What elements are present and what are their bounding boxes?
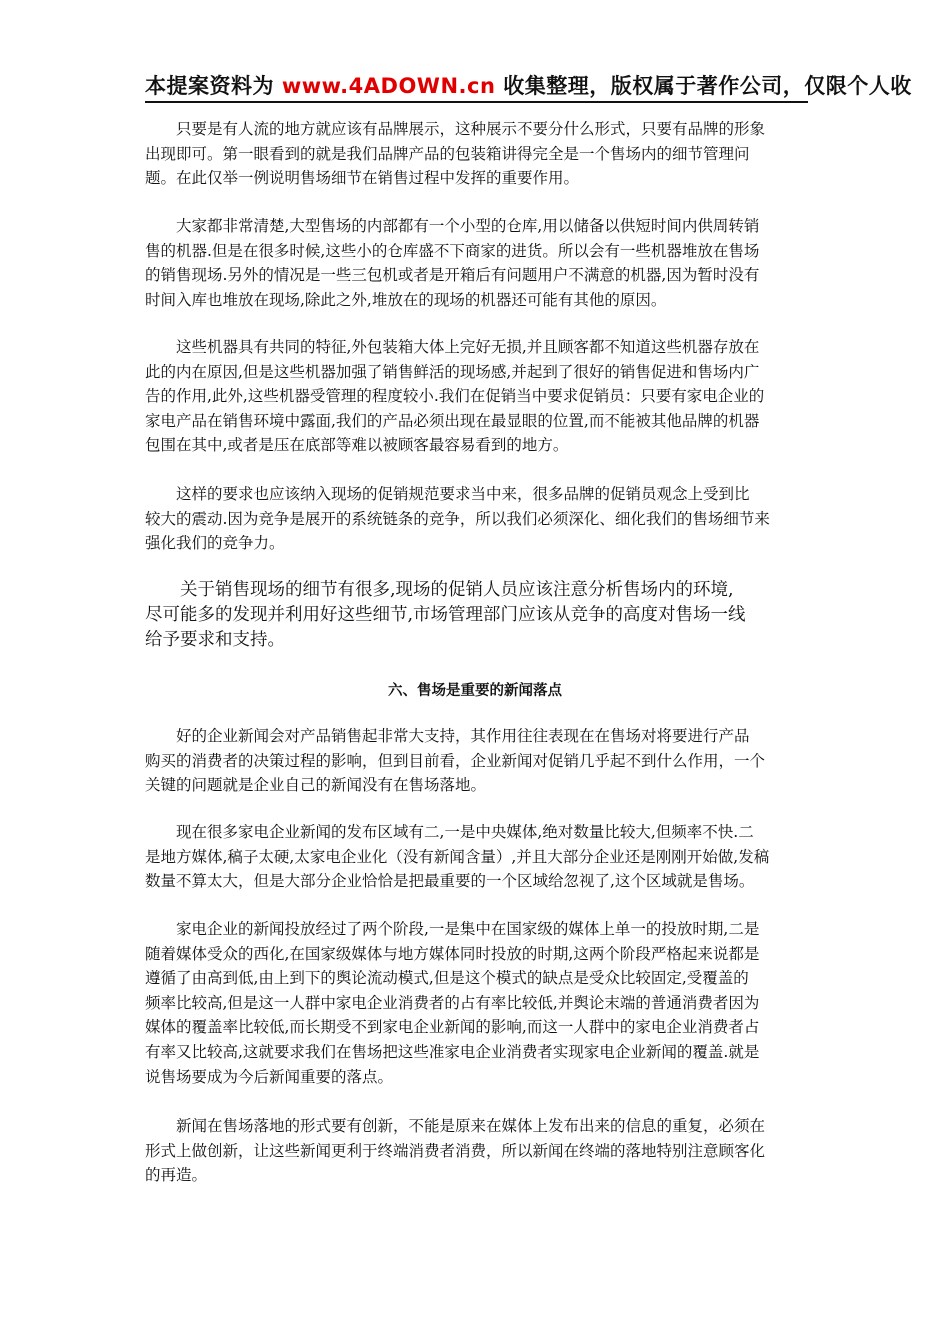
paragraph-line: 家电产品在销售环境中露面,我们的产品必须出现在最显眼的位置,而不能被其他品牌的机器 xyxy=(145,411,760,430)
header-divider xyxy=(145,101,808,103)
paragraph-line: 时间入库也堆放在现场,除此之外,堆放在的现场的机器还可能有其他的原因。 xyxy=(145,290,667,309)
paragraph-line: 的销售现场.另外的情况是一些三包机或者是开箱后有问题用户不满意的机器,因为暂时没有 xyxy=(145,266,760,285)
paragraph-line: 遵循了由高到低,由上到下的舆论流动模式,但是这个模式的缺点是受众比较固定,受覆盖的 xyxy=(145,969,749,988)
paragraph xyxy=(145,724,810,798)
paragraph-line: 包围在其中,或者是压在底部等难以被顾客最容易看到的地方。 xyxy=(145,436,569,455)
paragraph-line: 媒体的覆盖率比较低,而长期受不到家电企业新闻的影响,而这一人群中的家电企业消费者占 xyxy=(145,1018,760,1037)
header-site-link[interactable]: www.4ADOWN.cn xyxy=(281,74,496,98)
paragraph-line: 尽可能多的发现并利用好这些细节,市场管理部门应该从竞争的高度对售场一线 xyxy=(145,605,746,625)
paragraph-line: 较大的震动.因为竞争是展开的系统链条的竞争，所以我们必须深化、细化我们的售场细节来 xyxy=(145,509,770,528)
paragraph-line: 售的机器.但是在很多时候,这些小的仓库盛不下商家的进货。所以会有一些机器堆放在售场 xyxy=(145,241,760,260)
paragraph xyxy=(145,335,810,458)
paragraph-line: 说售场要成为今后新闻重要的落点。 xyxy=(145,1067,394,1086)
paragraph-line: 这样的要求也应该纳入现场的促销规范要求当中来，很多品牌的促销员观念上受到比 xyxy=(145,485,750,503)
paragraph-line: 是地方媒体,稿子太硬,太家电企业化（没有新闻含量）,并且大部分企业还是刚刚开始做,发稿 xyxy=(145,847,770,866)
paragraph-line: 关于销售现场的细节有很多,现场的促销人员应该注意分析售场内的环境, xyxy=(145,580,734,600)
paragraph-line: 大家都非常清楚,大型售场的内部都有一个小型的仓库,用以储备以供短时间内供周转销 xyxy=(145,217,760,235)
paragraph-line: 新闻在售场落地的形式要有创新，不能是原来在媒体上发布出来的信息的重复，必须在 xyxy=(145,1117,766,1135)
paragraph-line: 好的企业新闻会对产品销售起非常大支持，其作用往往表现在在售场对将要进行产品 xyxy=(145,727,750,745)
paragraph-line: 给予要求和支持。 xyxy=(145,630,285,650)
paragraph-line: 出现即可。第一眼看到的就是我们品牌产品的包装箱讲得完全是一个售场内的细节管理问 xyxy=(145,144,750,163)
paragraph xyxy=(145,917,810,1089)
paragraph xyxy=(145,820,810,894)
paragraph-line: 强化我们的竞争力。 xyxy=(145,534,285,553)
document-header xyxy=(145,70,912,100)
header-suffix: 收集整理，版权属于著作公司，仅限个人收 xyxy=(495,74,912,98)
paragraph-line: 关键的问题就是企业自己的新闻没有在售场落地。 xyxy=(145,776,487,795)
paragraph-line: 现在很多家电企业新闻的发布区域有二,一是中央媒体,绝对数量比较大,但频率不快.二 xyxy=(145,823,754,841)
paragraph-line: 随着媒体受众的西化,在国家级媒体与地方媒体同时投放的时期,这两个阶段严格起来说都是 xyxy=(145,944,760,963)
header-prefix: 本提案资料为 xyxy=(145,74,282,98)
section-heading: 六、售场是重要的新闻落点 xyxy=(388,683,562,699)
paragraph-line: 形式上做创新，让这些新闻更利于终端消费者消费，所以新闻在终端的落地特别注意顾客化 xyxy=(145,1141,766,1160)
paragraph-line: 题。在此仅举一例说明售场细节在销售过程中发挥的重要作用。 xyxy=(145,169,580,188)
paragraph xyxy=(145,214,810,312)
paragraph-line: 数量不算太大，但是大部分企业恰恰是把最重要的一个区域给忽视了,这个区域就是售场。 xyxy=(145,872,755,891)
paragraph-line: 告的作用,此外,这些机器受管理的程度较小.我们在促销当中要求促销员：只要有家电企业的 xyxy=(145,387,765,406)
paragraph xyxy=(145,117,810,191)
paragraph-line: 的再造。 xyxy=(145,1166,208,1185)
paragraph-line: 频率比较高,但是这一人群中家电企业消费者的占有率比较低,并舆论末端的普通消费者因为 xyxy=(145,993,760,1012)
paragraph xyxy=(145,482,810,556)
paragraph-line: 这些机器具有共同的特征,外包装箱大体上完好无损,并且顾客都不知道这些机器存放在 xyxy=(145,338,760,356)
paragraph-line: 家电企业的新闻投放经过了两个阶段,一是集中在国家级的媒体上单一的投放时期,二是 xyxy=(145,920,760,938)
paragraph-line: 有率又比较高,这就要求我们在售场把这些准家电企业消费者实现家电企业新闻的覆盖.就是 xyxy=(145,1042,760,1061)
paragraph-line: 只要是有人流的地方就应该有品牌展示，这种展示不要分什么形式，只要有品牌的形象 xyxy=(145,120,766,138)
paragraph xyxy=(145,578,810,653)
paragraph-line: 此的内在原因,但是这些机器加强了销售鲜活的现场感,并起到了很好的销售促进和售场内广 xyxy=(145,362,760,381)
paragraph-line: 购买的消费者的决策过程的影响，但到目前看，企业新闻对促销几乎起不到什么作用，一个 xyxy=(145,751,766,770)
paragraph xyxy=(145,1114,810,1188)
